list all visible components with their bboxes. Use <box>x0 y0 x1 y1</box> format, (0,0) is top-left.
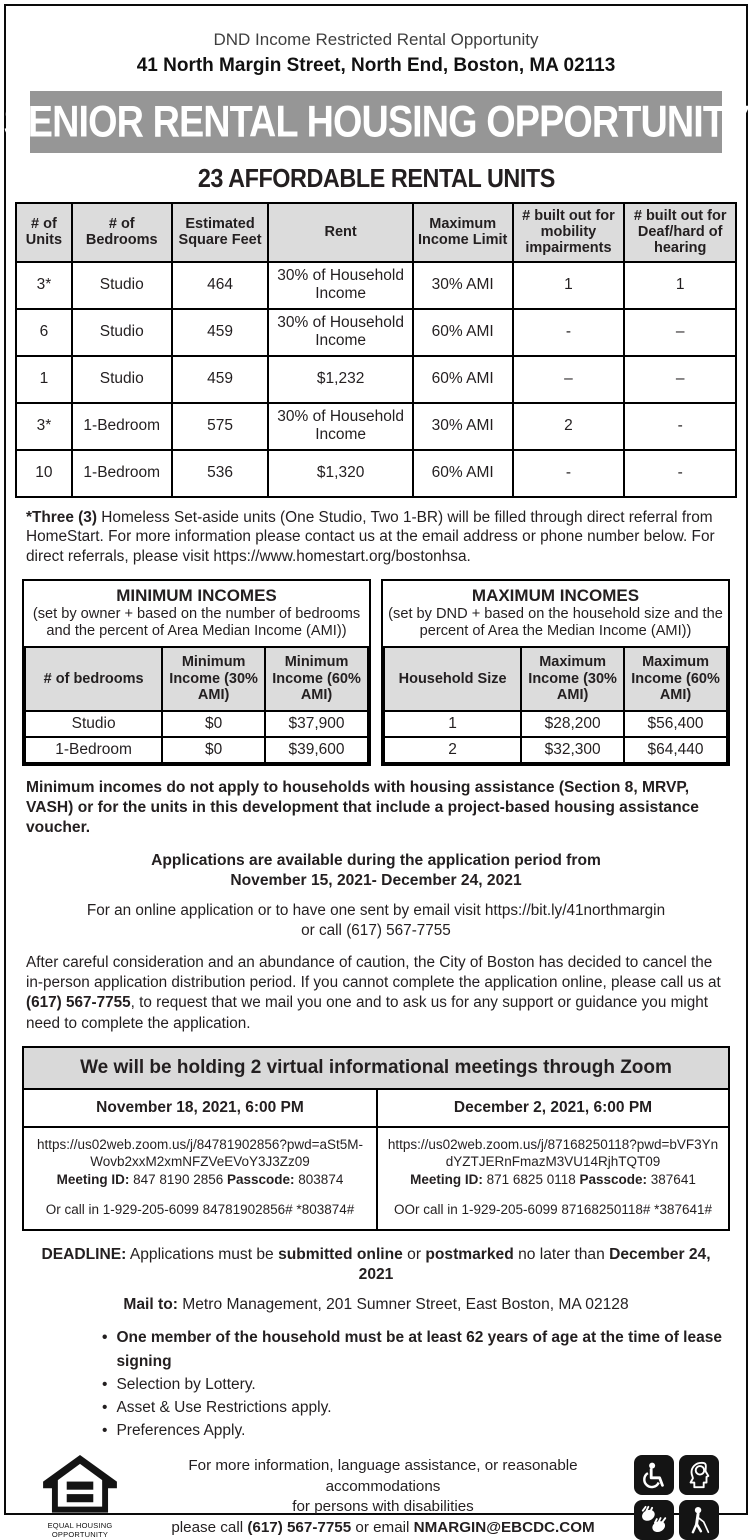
cell: 1-Bedroom <box>72 450 172 497</box>
zoom-meetings-header: We will be holding 2 virtual informational meetings through Zoom <box>24 1048 728 1090</box>
cell: 3* <box>16 403 72 450</box>
deadline-postmarked: postmarked <box>425 1245 514 1263</box>
max-col-household: Household Size <box>384 647 521 711</box>
zoom-meeting-1-details <box>24 1128 376 1229</box>
cell: $56,400 <box>624 711 727 737</box>
cell: - <box>513 450 625 497</box>
table-row <box>16 356 736 403</box>
cell: $37,900 <box>265 711 368 737</box>
homeless-setaside-footnote <box>26 508 726 567</box>
table-row <box>16 450 736 497</box>
cell: $1,232 <box>268 356 412 403</box>
cell: 1 <box>513 262 625 309</box>
blind-person-icon <box>679 1500 719 1540</box>
cell: $39,600 <box>265 737 368 763</box>
maximum-incomes-subtitle: (set by DND + based on the household size and the percent of Area the Median Income (AMI)) <box>388 605 723 640</box>
property-address: 41 North Margin Street, North End, Boston, MA 02113 <box>136 55 616 76</box>
application-period <box>26 851 726 892</box>
application-period-line2: November 15, 2021- December 24, 2021 <box>230 871 522 889</box>
cell: 10 <box>16 450 72 497</box>
cell: $64,440 <box>624 737 727 763</box>
zoom-meeting-2-details <box>378 1128 728 1229</box>
online-application-line1: For an online application or to have one sent by email visit https://bit.ly/41northmargin <box>86 902 666 920</box>
cell: Studio <box>25 711 162 737</box>
cell: 536 <box>172 450 269 497</box>
zoom-meeting-1-credentials <box>31 1171 369 1189</box>
eho-label-line1: EQUAL HOUSING <box>47 1521 113 1531</box>
senior-housing-banner <box>3 91 749 153</box>
cell: 2 <box>513 403 625 450</box>
maximum-incomes-table <box>383 646 728 764</box>
bullet-icon: • <box>102 1399 108 1417</box>
minimum-income-exemption-note: Minimum incomes do not apply to households with housing assistance (Section 8, MRVP, VASH) or for the units in this development that include a project-based housing assistance voucher. <box>26 778 699 837</box>
equal-housing-logo <box>28 1455 132 1539</box>
cell: 60% AMI <box>413 356 513 403</box>
cell: 30% AMI <box>413 403 513 450</box>
program-title: DND Income Restricted Rental Opportunity <box>213 30 539 49</box>
units-count-heading <box>6 163 746 194</box>
table-row <box>16 309 736 356</box>
zoom-meeting-2-url: https://us02web.zoom.us/j/87168250118?pwd=bVF3YndYZTJERnFmazM3VU14RjhTQT09 <box>387 1136 719 1170</box>
cell: 1 <box>16 356 72 403</box>
minimum-incomes-box <box>22 579 371 766</box>
cell: 464 <box>172 262 269 309</box>
bullet-icon: • <box>102 1375 108 1393</box>
zoom-meeting-1-callin: Or call in 1-929-205-6099 84781902856# *803874# <box>45 1202 355 1218</box>
zoom-meeting-1-date: November 18, 2021, 6:00 PM <box>24 1090 376 1128</box>
list-item <box>102 1396 726 1419</box>
bullet-text: Asset & Use Restrictions apply. <box>116 1399 332 1417</box>
income-header-row <box>25 647 368 711</box>
online-application-info <box>26 901 726 941</box>
max-col-60ami: Maximum Income (60% AMI) <box>624 647 727 711</box>
cell: 1-Bedroom <box>72 403 172 450</box>
cell: $0 <box>162 711 265 737</box>
footer-contact-text <box>132 1456 634 1538</box>
min-col-60ami: Minimum Income (60% AMI) <box>265 647 368 711</box>
cell: 30% of Household Income <box>268 403 412 450</box>
deadline-text: Applications must be <box>126 1245 279 1263</box>
maximum-incomes-title: MAXIMUM INCOMES <box>471 585 640 605</box>
cell: Studio <box>72 309 172 356</box>
bullet-icon: • <box>102 1329 108 1347</box>
zoom-meetings-grid <box>24 1090 728 1229</box>
equal-housing-house-icon <box>43 1455 117 1517</box>
eho-label-line2: OPPORTUNITY <box>51 1529 109 1539</box>
bullet-icon: • <box>102 1422 108 1440</box>
table-row <box>25 737 368 763</box>
requirements-list <box>102 1326 726 1442</box>
cell: $1,320 <box>268 450 412 497</box>
footer-phone: (617) 567-7755 <box>247 1518 352 1536</box>
mail-to-line <box>24 1296 728 1314</box>
mail-to-label: Mail to: <box>123 1296 178 1314</box>
zoom-meeting-1 <box>24 1090 376 1229</box>
bullet-text: One member of the household must be at least 62 years of age at the time of lease signing <box>116 1329 722 1370</box>
zoom-meeting-2 <box>376 1090 728 1229</box>
footer-line2: for persons with disabilities <box>292 1498 474 1516</box>
cell: Studio <box>72 356 172 403</box>
passcode-value: 387641 <box>647 1171 696 1187</box>
units-count-text: 23 AFFORDABLE RENTAL UNITS <box>197 163 555 193</box>
table-row <box>384 737 727 763</box>
table-row <box>384 711 727 737</box>
col-header-deaf: # built out for Deaf/hard of hearing <box>624 203 736 262</box>
income-tables <box>22 579 730 766</box>
col-header-rent: Rent <box>268 203 412 262</box>
equal-housing-label <box>28 1522 132 1539</box>
cognitive-icon <box>679 1455 719 1495</box>
income-header-row <box>384 647 727 711</box>
caution-text-end: , to request that we mail you one and to ask us for any support or guidance you might need to complete the application. <box>26 994 708 1032</box>
deadline-label: DEADLINE: <box>41 1245 127 1263</box>
cell: – <box>513 356 625 403</box>
cell: – <box>624 356 736 403</box>
minimum-incomes-table <box>24 646 369 764</box>
cell: $32,300 <box>521 737 624 763</box>
application-period-line1: Applications are available during the application period from <box>151 851 601 869</box>
footer-email-text: or email <box>351 1518 414 1536</box>
cell: – <box>624 309 736 356</box>
maximum-incomes-box <box>381 579 730 766</box>
wheelchair-icon <box>634 1455 674 1495</box>
banner-title: SENIOR RENTAL HOUSING OPPORTUNITY <box>3 96 749 147</box>
col-header-sqft: Estimated Square Feet <box>172 203 269 262</box>
caution-text: After careful consideration and an abundance of caution, the City of Boston has decided to cancel the in-person application distribution period. If you cannot complete the application online, please call us at <box>26 953 721 992</box>
col-header-mobility: # built out for mobility impairments <box>513 203 625 262</box>
deadline-text: no later than <box>513 1245 610 1263</box>
zoom-meeting-1-url: https://us02web.zoom.us/j/84781902856?pwd=aSt5M-Wovb2xxM2xmNFZVeEVoY3J3Zz09 <box>36 1136 364 1170</box>
accessibility-icons <box>634 1455 724 1540</box>
deadline-line <box>24 1245 728 1286</box>
footer <box>28 1455 724 1540</box>
cell: 2 <box>384 737 521 763</box>
cell: - <box>624 450 736 497</box>
zoom-meeting-2-credentials <box>385 1171 721 1189</box>
table-row <box>16 262 736 309</box>
affordable-units-table <box>15 202 737 498</box>
max-col-30ami: Maximum Income (30% AMI) <box>521 647 624 711</box>
cell: 30% of Household Income <box>268 262 412 309</box>
zoom-meeting-2-date: December 2, 2021, 6:00 PM <box>378 1090 728 1128</box>
cell: 459 <box>172 356 269 403</box>
cell: 30% AMI <box>413 262 513 309</box>
cell: 459 <box>172 309 269 356</box>
meeting-id-label: Meeting ID: <box>410 1171 483 1187</box>
footer-call-text: please call <box>171 1518 248 1536</box>
cell: 1-Bedroom <box>25 737 162 763</box>
deadline-submitted-online: submitted online <box>278 1245 403 1263</box>
table-row <box>16 403 736 450</box>
deadline-date: December 24, 2021 <box>358 1245 711 1284</box>
list-item <box>102 1326 726 1373</box>
bullet-text: Preferences Apply. <box>116 1422 246 1440</box>
caution-phone: (617) 567-7755 <box>26 994 131 1012</box>
passcode-label: Passcode: <box>226 1171 295 1187</box>
passcode-label: Passcode: <box>579 1171 648 1187</box>
footer-line1: For more information, language assistance, or reasonable accommodations <box>188 1457 578 1495</box>
cell: 30% of Household Income <box>268 309 412 356</box>
cell: 1 <box>624 262 736 309</box>
cell: - <box>624 403 736 450</box>
cell: 6 <box>16 309 72 356</box>
units-table-header-row <box>16 203 736 262</box>
zoom-meetings-box <box>22 1046 730 1231</box>
footnote-bold: *Three (3) <box>26 508 97 526</box>
minimum-incomes-title: MINIMUM INCOMES <box>116 585 277 605</box>
page-content <box>3 6 749 1539</box>
table-row <box>25 711 368 737</box>
list-item <box>102 1419 726 1442</box>
bullet-text: Selection by Lottery. <box>116 1375 256 1393</box>
col-header-income-limit: Maximum Income Limit <box>413 203 513 262</box>
meeting-id-value: 871 6825 0118 <box>482 1171 580 1187</box>
mail-to-address: Metro Management, 201 Sumner Street, East Boston, MA 02128 <box>177 1296 629 1314</box>
min-col-bedrooms: # of bedrooms <box>25 647 162 711</box>
cell: 60% AMI <box>413 450 513 497</box>
minimum-incomes-subtitle: (set by owner + based on the number of bedrooms and the percent of Area Median Income (AMI)) <box>32 605 361 640</box>
cell: 3* <box>16 262 72 309</box>
footer-line3 <box>136 1518 630 1539</box>
cell: - <box>513 309 625 356</box>
col-header-bedrooms: # of Bedrooms <box>72 203 172 262</box>
online-application-line2: or call (617) 567-7755 <box>301 922 451 940</box>
footnote-text: Homeless Set-aside units (One Studio, Two 1-BR) will be filled through direct referral from HomeStart. For more information please contact us at the email address or phone number below. For direct referrals, please visit https://www.homestart.org/bostonhsa. <box>26 508 715 566</box>
meeting-id-label: Meeting ID: <box>56 1171 130 1187</box>
min-col-30ami: Minimum Income (30% AMI) <box>162 647 265 711</box>
passcode-value: 803874 <box>294 1171 344 1187</box>
sign-language-icon <box>634 1500 674 1540</box>
list-item <box>102 1373 726 1396</box>
zoom-meeting-2-callin: OOr call in 1-929-205-6099 87168250118# *387641# <box>394 1202 712 1218</box>
cell: 60% AMI <box>413 309 513 356</box>
cell: Studio <box>72 262 172 309</box>
meeting-id-value: 847 8190 2856 <box>129 1171 227 1187</box>
cell: $0 <box>162 737 265 763</box>
footer-email: NMARGIN@EBCDC.COM <box>413 1518 595 1536</box>
col-header-units: # of Units <box>16 203 72 262</box>
cell: 1 <box>384 711 521 737</box>
deadline-text: or <box>402 1245 426 1263</box>
covid-caution-paragraph <box>26 953 726 1034</box>
cell: 575 <box>172 403 269 450</box>
cell: $28,200 <box>521 711 624 737</box>
